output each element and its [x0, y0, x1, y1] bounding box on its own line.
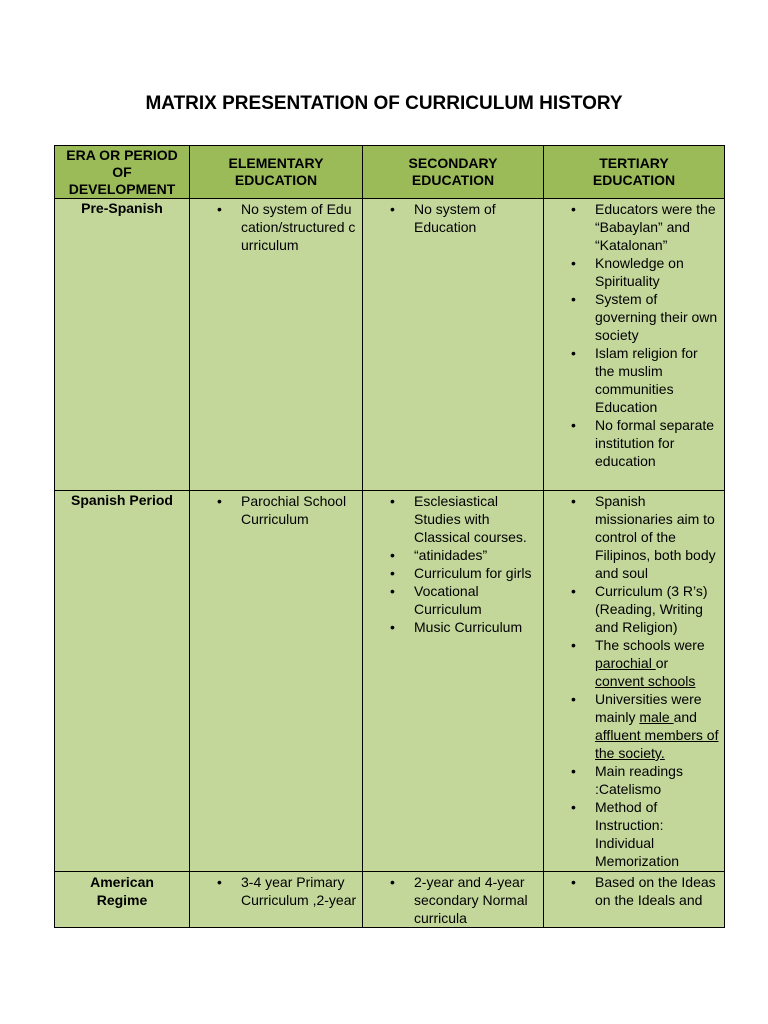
list-item: • 3-4 year Primary Curriculum ,2-year	[190, 873, 358, 909]
underlined-text: parochial	[595, 655, 656, 671]
elementary-cell	[190, 872, 363, 928]
list-item-text: or	[655, 655, 669, 671]
header-tertiary: TERTIARY EDUCATION	[544, 146, 725, 199]
list-item: • Spanish missionaries aim to control of the Filipinos, both body and soul	[544, 492, 720, 582]
list-item: • No system of Education	[363, 200, 539, 236]
underlined-text: affluent members of the society.	[595, 727, 719, 761]
list-item: • No system of Education/structured curriculum	[190, 200, 358, 254]
list-item: • 2-year and 4-year secondary Normal curricula	[363, 873, 539, 927]
era-cell: American Regime	[55, 872, 190, 928]
list-item: • Vocational Curriculum	[363, 582, 539, 618]
list-item-text: Universities were mainly	[595, 691, 702, 725]
list-item: • Knowledge on Spirituality	[544, 254, 720, 290]
tertiary-cell	[544, 491, 725, 872]
elementary-cell	[190, 199, 363, 491]
list-item: • “atinidades”	[363, 546, 539, 564]
era-cell: Pre-Spanish	[55, 199, 190, 491]
list-item: • Main readings :Catelismo	[544, 762, 720, 798]
tertiary-cell	[544, 199, 725, 491]
list-item: • Parochial School Curriculum	[190, 492, 358, 528]
list-item-text: The schools were	[595, 637, 705, 653]
era-cell: Spanish Period	[55, 491, 190, 872]
tertiary-cell	[544, 872, 725, 928]
header-era: ERA OR PERIOD OF DEVELOPMENT	[55, 146, 190, 199]
secondary-cell	[363, 199, 544, 491]
document-title: MATRIX PRESENTATION OF CURRICULUM HISTORY	[145, 93, 623, 114]
secondary-cell	[363, 491, 544, 872]
table-row	[55, 199, 725, 491]
header-elementary: ELEMENTARY EDUCATION	[190, 146, 363, 199]
list-item: • Islam religion for the muslim communities Education	[544, 344, 720, 416]
list-item: • Esclesiastical Studies with Classical courses.	[363, 492, 539, 546]
curriculum-matrix-table	[54, 145, 725, 928]
table-row	[55, 872, 725, 928]
list-item-text: and	[673, 709, 697, 725]
list-item: • No formal separate institution for education	[544, 416, 720, 470]
header-row	[55, 146, 725, 199]
list-item: • Educators were the “Babaylan” and “Katalonan”	[544, 200, 720, 254]
table-row	[55, 491, 725, 872]
secondary-cell	[363, 872, 544, 928]
underlined-text: convent schools	[595, 673, 696, 689]
list-item: • Curriculum for girls	[363, 564, 539, 582]
list-item: • Music Curriculum	[363, 618, 539, 636]
list-item: • Curriculum (3 R’s) (Reading, Writing and Religion)	[544, 582, 720, 636]
list-item: • Method of Instruction: Individual Memorization	[544, 798, 720, 870]
list-item: • Based on the Ideas on the Ideals and	[544, 873, 720, 909]
list-item: • System of governing their own society	[544, 290, 720, 344]
header-secondary: SECONDARY EDUCATION	[363, 146, 544, 199]
elementary-cell	[190, 491, 363, 872]
underlined-text: male	[639, 709, 674, 725]
list-item	[544, 690, 720, 762]
list-item	[544, 636, 720, 690]
